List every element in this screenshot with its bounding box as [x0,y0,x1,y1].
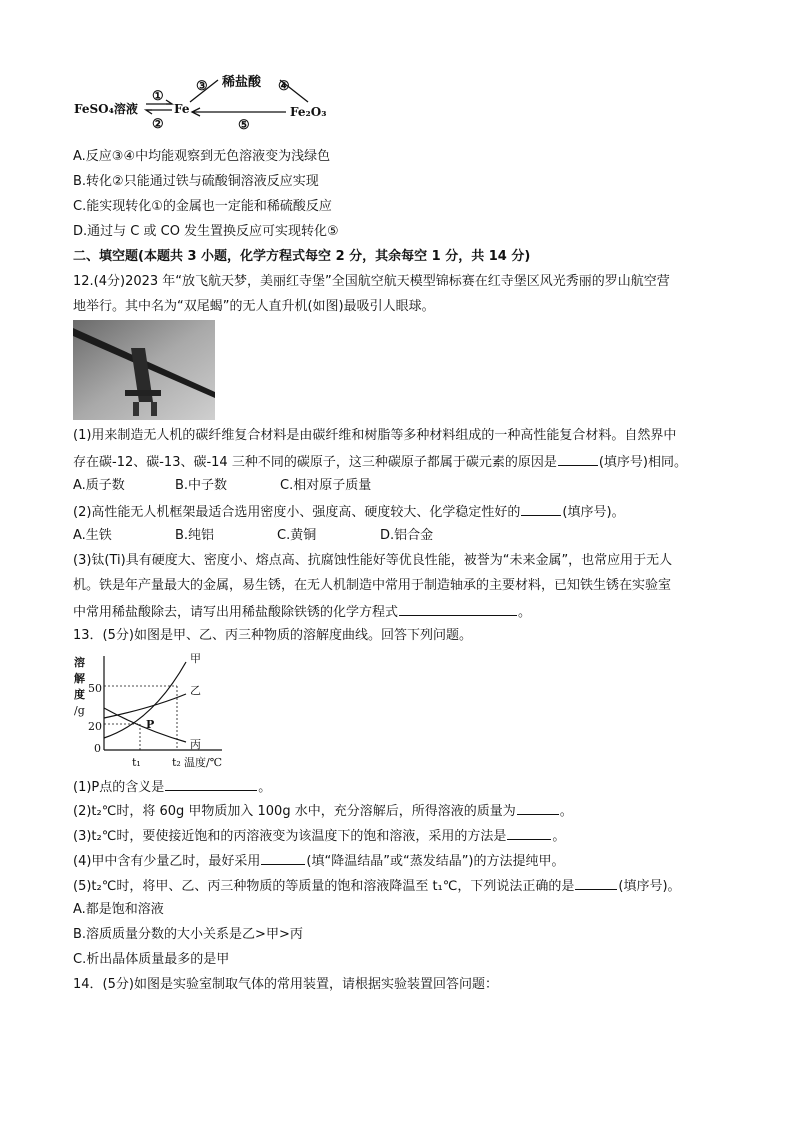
q13-option-a: A.都是饱和溶液 [73,902,164,917]
fe-label: Fe [174,102,190,116]
step-4-label: ④ [278,79,290,94]
q13-s2-answer-blank[interactable] [517,801,559,815]
step-3-label: ③ [196,79,208,94]
q12-p2-option-b: B.纯铝 [175,528,215,543]
drone-photo [73,320,215,420]
acid-label: 稀盐酸 [222,75,262,90]
q13-s5-tail: (填序号)。 [618,879,681,894]
q12-p2-text: (2)高性能无人机框架最适合选用密度小、强度高、硬度较大、化学稳定性好的 [73,505,521,520]
q13-s3-answer-blank[interactable] [507,826,551,840]
q12-intro-1: 12.(4分)2023 年“放飞航天梦，美丽红寺堡”全国航空航天模型锦标赛在红寺堡区风光秀丽的罗山航空营 [73,274,670,289]
graph-tick-t1: t₁ [132,756,141,769]
q12-p3-line2: 机。铁是年产量最大的金属，易生锈，在无人机制造中常用于制造轴承的主要材料，已知铁生锈在实验室 [73,578,672,593]
q13-s1-answer-blank[interactable] [165,777,257,791]
curve-bing [104,708,186,742]
q12-p1-tail: (填序号)相同。 [598,455,687,470]
graph-ylabel-1: 溶 [74,656,85,669]
step-2-label: ② [152,117,164,130]
graph-tick-t2: t₂ [172,756,181,769]
q12-p1-line1: (1)用来制造无人机的碳纤维复合材料是由碳纤维和树脂等多种材料组成的一种高性能复合材料。自然界中 [73,428,677,443]
q13-s3-line [73,826,565,846]
q13-s1-tail: 。 [258,780,272,795]
curve-jia [104,662,186,738]
graph-label-p: P [146,718,155,731]
q13-option-c: C.析出晶体质量最多的是甲 [73,952,230,967]
q13-s5-line [73,876,681,896]
q14-intro: 14．(5分)如图是实验室制取气体的常用装置，请根据实验装置回答问题： [73,977,498,992]
graph-tick-20: 20 [88,720,102,733]
step-1-label: ① [152,89,164,104]
graph-ylabel-2: 解 [74,672,85,685]
solubility-graph [72,652,232,772]
q13-intro: 13．(5分)如图是甲、乙、丙三种物质的溶解度曲线。回答下列问题。 [73,628,472,643]
q11-option-c: C.能实现转化①的金属也一定能和稀硫酸反应 [73,199,332,214]
q13-s5-answer-blank[interactable] [575,876,617,890]
q12-p2-line [73,502,625,522]
q12-p1-option-c: C.相对原子质量 [280,478,372,493]
q12-intro-2: 地举行。其中名为“双尾蝎”的无人直升机(如图)最吸引人眼球。 [73,299,435,314]
step-5-label: ⑤ [238,118,250,130]
arrow-2-head [146,110,152,114]
q12-p1-option-b: B.中子数 [175,478,228,493]
q12-p1-answer-blank[interactable] [558,452,598,466]
q13-s1-text: (1)P点的含义是 [73,780,165,795]
q13-s4-line [73,851,565,871]
arrow-1-head [166,100,172,104]
graph-tick-0: 0 [94,742,101,755]
graph-xlabel: 温度/℃ [184,756,223,769]
q13-s1-line [73,777,271,797]
q13-s5-text: (5)t₂℃时，将甲、乙、丙三种物质的等质量的饱和溶液降温至 t₁℃，下列说法正确的是 [73,879,575,894]
q11-option-a: A.反应③④中均能观察到无色溶液变为浅绿色 [73,149,331,164]
q12-p1-option-a: A.质子数 [73,478,125,493]
graph-label-bing: 丙 [190,738,201,751]
q13-s4-text: (4)甲中含有少量乙时，最好采用 [73,854,261,869]
q12-p3-text: 中常用稀盐酸除去，请写出用稀盐酸除铁锈的化学方程式 [73,605,399,620]
q12-p2-option-d: D.铝合金 [380,528,434,543]
q13-s2-tail: 。 [559,804,573,819]
graph-tick-50: 50 [88,682,102,695]
q12-p1-text: 存在碳-12、碳-13、碳-14 三种不同的碳原子，这三种碳原子都属于碳元素的原因是 [73,455,557,470]
q13-s2-line [73,801,573,821]
q11-option-b: B.转化②只能通过铁与硫酸铜溶液反应实现 [73,174,319,189]
q12-p2-option-a: A.生铁 [73,528,112,543]
q12-p2-option-c: C.黄铜 [277,528,317,543]
feso4-label: FeSO₄溶液 [74,102,138,116]
q13-s2-text: (2)t₂℃时，将 60g 甲物质加入 100g 水中，充分溶解后，所得溶液的质量为 [73,804,516,819]
section-heading: 二、填空题(本题共 3 小题，化学方程式每空 2 分，其余每空 1 分，共 14 分) [73,249,531,264]
fe2o3-label: Fe₂O₃ [290,105,327,119]
graph-label-jia: 甲 [190,652,201,665]
q13-option-b: B.溶质质量分数的大小关系是乙>甲>丙 [73,927,303,942]
q12-p3-line1: (3)钛(Ti)具有硬度大、密度小、熔点高、抗腐蚀性能好等优良性能，被誉为“未来金属”，也常应用于无人 [73,553,673,568]
q12-p3-line3 [73,602,531,622]
graph-yunit: /g [74,704,85,717]
q13-s4-answer-blank[interactable] [261,851,305,865]
graph-ylabel-3: 度 [74,688,85,701]
q12-p3-answer-blank[interactable] [399,602,517,616]
q12-p2-answer-blank[interactable] [521,502,561,516]
q12-p1-line2 [73,452,687,472]
reaction-diagram [72,66,334,130]
q12-p2-tail: (填序号)。 [562,505,625,520]
q13-s4-tail: (填“降温结晶”或“蒸发结晶”)的方法提纯甲。 [306,854,565,869]
q12-p3-tail: 。 [518,605,532,620]
graph-label-yi: 乙 [190,684,201,697]
q13-s3-tail: 。 [552,829,566,844]
q11-option-d: D.通过与 C 或 CO 发生置换反应可实现转化⑤ [73,224,339,239]
q13-s3-text: (3)t₂℃时，要使接近饱和的丙溶液变为该温度下的饱和溶液，采用的方法是 [73,829,507,844]
